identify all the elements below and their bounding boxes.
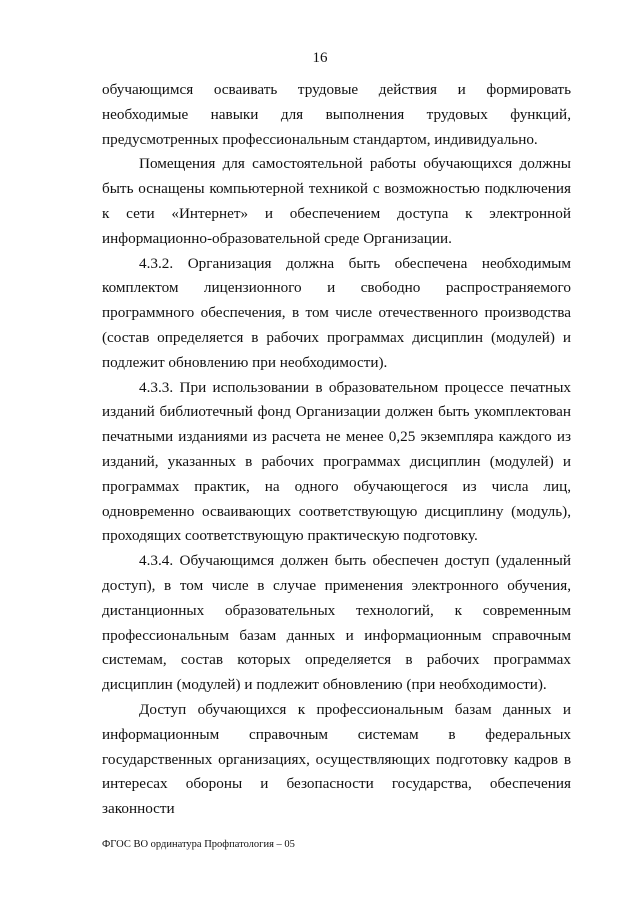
paragraph-4-3-2: 4.3.2. Организация должна быть обеспечена необходимым комплектом лицензионного и свободно распространяемого программного обеспечения, в том числе отечественного производства (состав определяется в рабочих программах дисциплин (модулей) и подлежит обновлению при необходимости). [102, 254, 571, 371]
paragraph-4-3-3: 4.3.3. При использовании в образовательном процессе печатных изданий библиотечный фонд Организации должен быть укомплектован печатными изданиями из расчета не менее 0,25 экземпляра каждого из изданий, указанных в рабочих программах дисциплин (модулей) и программах практик, на одного обучающегося из числа лиц, одновременно осваивающих соответствующую дисциплину (модуль), проходящих соответствующую практическую подготовку. [102, 378, 571, 545]
paragraph-access: Доступ обучающихся к профессиональным базам данных и информационным справочным системам в федеральных государственных организациях, осуществляющих подготовку кадров в интересах обороны и безопасности государства, обеспечения законности [102, 700, 571, 818]
page-number: 16 [312, 50, 328, 66]
paragraph-4-3-4: 4.3.4. Обучающимся должен быть обеспечен доступ (удаленный доступ), в том числе в случае применения электронного обучения, дистанционных образовательных технологий, к современным профессиональным базам данных и информационным справочным системам, состав которых определяется в рабочих программах дисциплин (модулей) и подлежит обновлению (при необходимости). [102, 552, 571, 694]
paragraph-premises: Помещения для самостоятельной работы обучающихся должны быть оснащены компьютерной техникой с возможностью подключения к сети «Интернет» и обеспечением доступа к электронной информационно-образовательной среде Организации. [102, 155, 571, 247]
page-footer: ФГОС ВО ординатура Профпатология – 05 [102, 839, 295, 850]
paragraph-continuation: обучающимся осваивать трудовые действия и формировать необходимые навыки для выполнения трудовых функций, предусмотренных профессиональным стандартом, индивидуально. [102, 81, 571, 148]
body-text [102, 78, 571, 822]
